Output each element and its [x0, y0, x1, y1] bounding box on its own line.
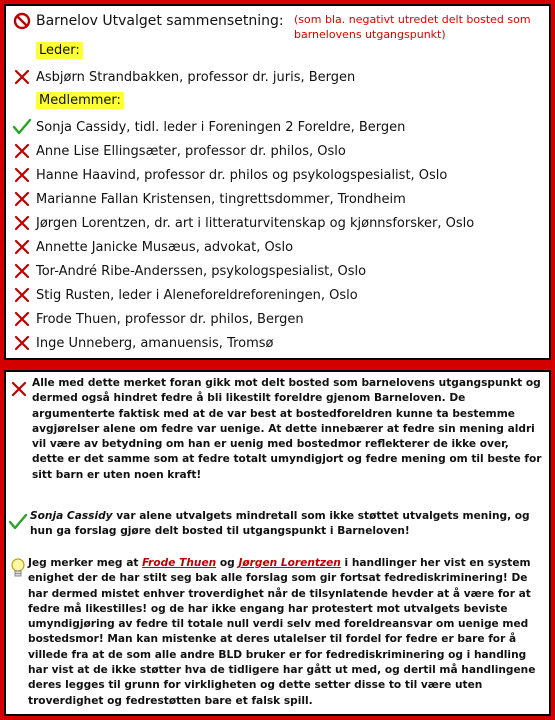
cross-icon: [12, 67, 32, 87]
leader-row: [12, 66, 355, 88]
member-row: [12, 284, 358, 306]
member-name: Sonja Cassidy, tidl. leder i Foreningen 2 Foreldre, Bergen: [36, 119, 406, 135]
title-note: (som bla. negativt utredet delt bosted som barnelovens utgangspunkt): [294, 13, 531, 41]
member-name: Tor-André Ribe-Anderssen, psykologspesialist, Oslo: [36, 263, 367, 279]
member-name: Hanne Haavind, professor dr. philos og psykologspesialist, Oslo: [36, 167, 448, 183]
member-row: [12, 260, 366, 282]
member-row: [12, 188, 406, 210]
member-name: Annette Janicke Musæus, advokat, Oslo: [36, 239, 294, 255]
cross-icon: [12, 141, 32, 161]
comment-rest: i handlinger her vist en system enighet der de har stilt seg bak alle forslag som gir fortsat fedrediskriminering! De har dermed mistet enhver troverdighet når de tilsynlatende hevder at å være for at fedre må likestilles! og de har ikke engang har protestert mot utvalgets beviste umyndigjøring av fedre til totale null verdi selv med foreldreansvar om uenige med bostedsmor! Man kan mistenke at deres utalelser til fordel for fedre er bare for å villede fra at de som alle andre BLD bruker er for fedrediskriminering og i handling har vist at de ikke støtter hva de tidligere har gått ut med, og dertil må handlingene deres legges til grunn for virkligheten og dette setter disse to til være uten troverdighet og fedrestøtten bare et falsk spill.: [28, 557, 536, 707]
check-icon: [12, 117, 32, 137]
cross-icon: [12, 333, 32, 353]
page-title: Barnelov Utvalget sammensetning:: [36, 13, 284, 29]
members-heading: Medlemmer:: [36, 92, 124, 109]
lightbulb-icon: [10, 558, 26, 584]
title-row: [12, 10, 284, 32]
member-name: Frode Thuen, professor dr. philos, Bergen: [36, 311, 304, 327]
cross-icon: [12, 189, 32, 209]
member-row: [12, 308, 304, 330]
member-row: [12, 332, 274, 354]
minority-text: var alene utvalgets mindretall som ikke støttet utvalgets mening, og hun ga forslag gjøre delt bosted til utgangspunkt i Barneloven!: [30, 510, 530, 538]
member-name: Anne Lise Ellingsæter, professor dr. philos, Oslo: [36, 143, 346, 159]
cross-icon: [12, 237, 32, 257]
comment-mid: og: [216, 557, 239, 569]
cross-icon: [12, 309, 32, 329]
member-row: [12, 140, 346, 162]
member-name: Stig Rusten, leder i Aleneforeldreforeningen, Oslo: [36, 287, 358, 303]
comment-lead: Jeg merker meg at: [28, 557, 143, 569]
cross-icon: [12, 165, 32, 185]
member-row: [12, 212, 474, 234]
cross-icon: [12, 261, 32, 281]
member-name: Jørgen Lorentzen, dr. art i litteraturvitenskap og kjønnsforsker, Oslo: [36, 215, 475, 231]
paragraph-minority: [30, 509, 544, 540]
check-icon: [8, 513, 28, 535]
member-row: [12, 236, 293, 258]
cross-icon: [12, 285, 32, 305]
paragraph-comment: [28, 556, 544, 709]
cross-icon: [10, 380, 28, 402]
member-name: Inge Unneberg, amanuensis, Tromsø: [36, 335, 274, 351]
no-sign-icon: [12, 11, 32, 31]
cross-icon: [12, 213, 32, 233]
comment-name-lorentzen: Jørgen Lorentzen: [238, 557, 341, 569]
leader-name: Asbjørn Strandbakken, professor dr. juris, Bergen: [36, 69, 356, 85]
committee-panel: [4, 4, 551, 360]
member-row: [12, 116, 405, 138]
minority-name: Sonja Cassidy: [30, 510, 113, 522]
leader-heading: Leder:: [36, 42, 83, 59]
comment-name-thuen: Frode Thuen: [142, 557, 217, 569]
member-row: [12, 164, 447, 186]
paragraph-opposition: Alle med dette merket foran gikk mot delt bosted som barnelovens utgangspunkt og dermed også hindret fedre å bli likestilt foreldre gjenom Barneloven. De argumenterte faktisk med at de var best at bostedforeldren kunne ta bestemme avgjørelser alene om fedre var uenige. At dette innebærer at fedre sin mening aldri vil være av betydning om han er uenig med bostedmor reflekterer de ikke over, dette er det samme som at fedre totalt umyndigjort og fedre mening om til beste for sitt barn er uten noen kraft!: [32, 377, 542, 481]
commentary-panel: [4, 370, 551, 716]
member-name: Marianne Fallan Kristensen, tingrettsdommer, Trondheim: [36, 191, 406, 207]
